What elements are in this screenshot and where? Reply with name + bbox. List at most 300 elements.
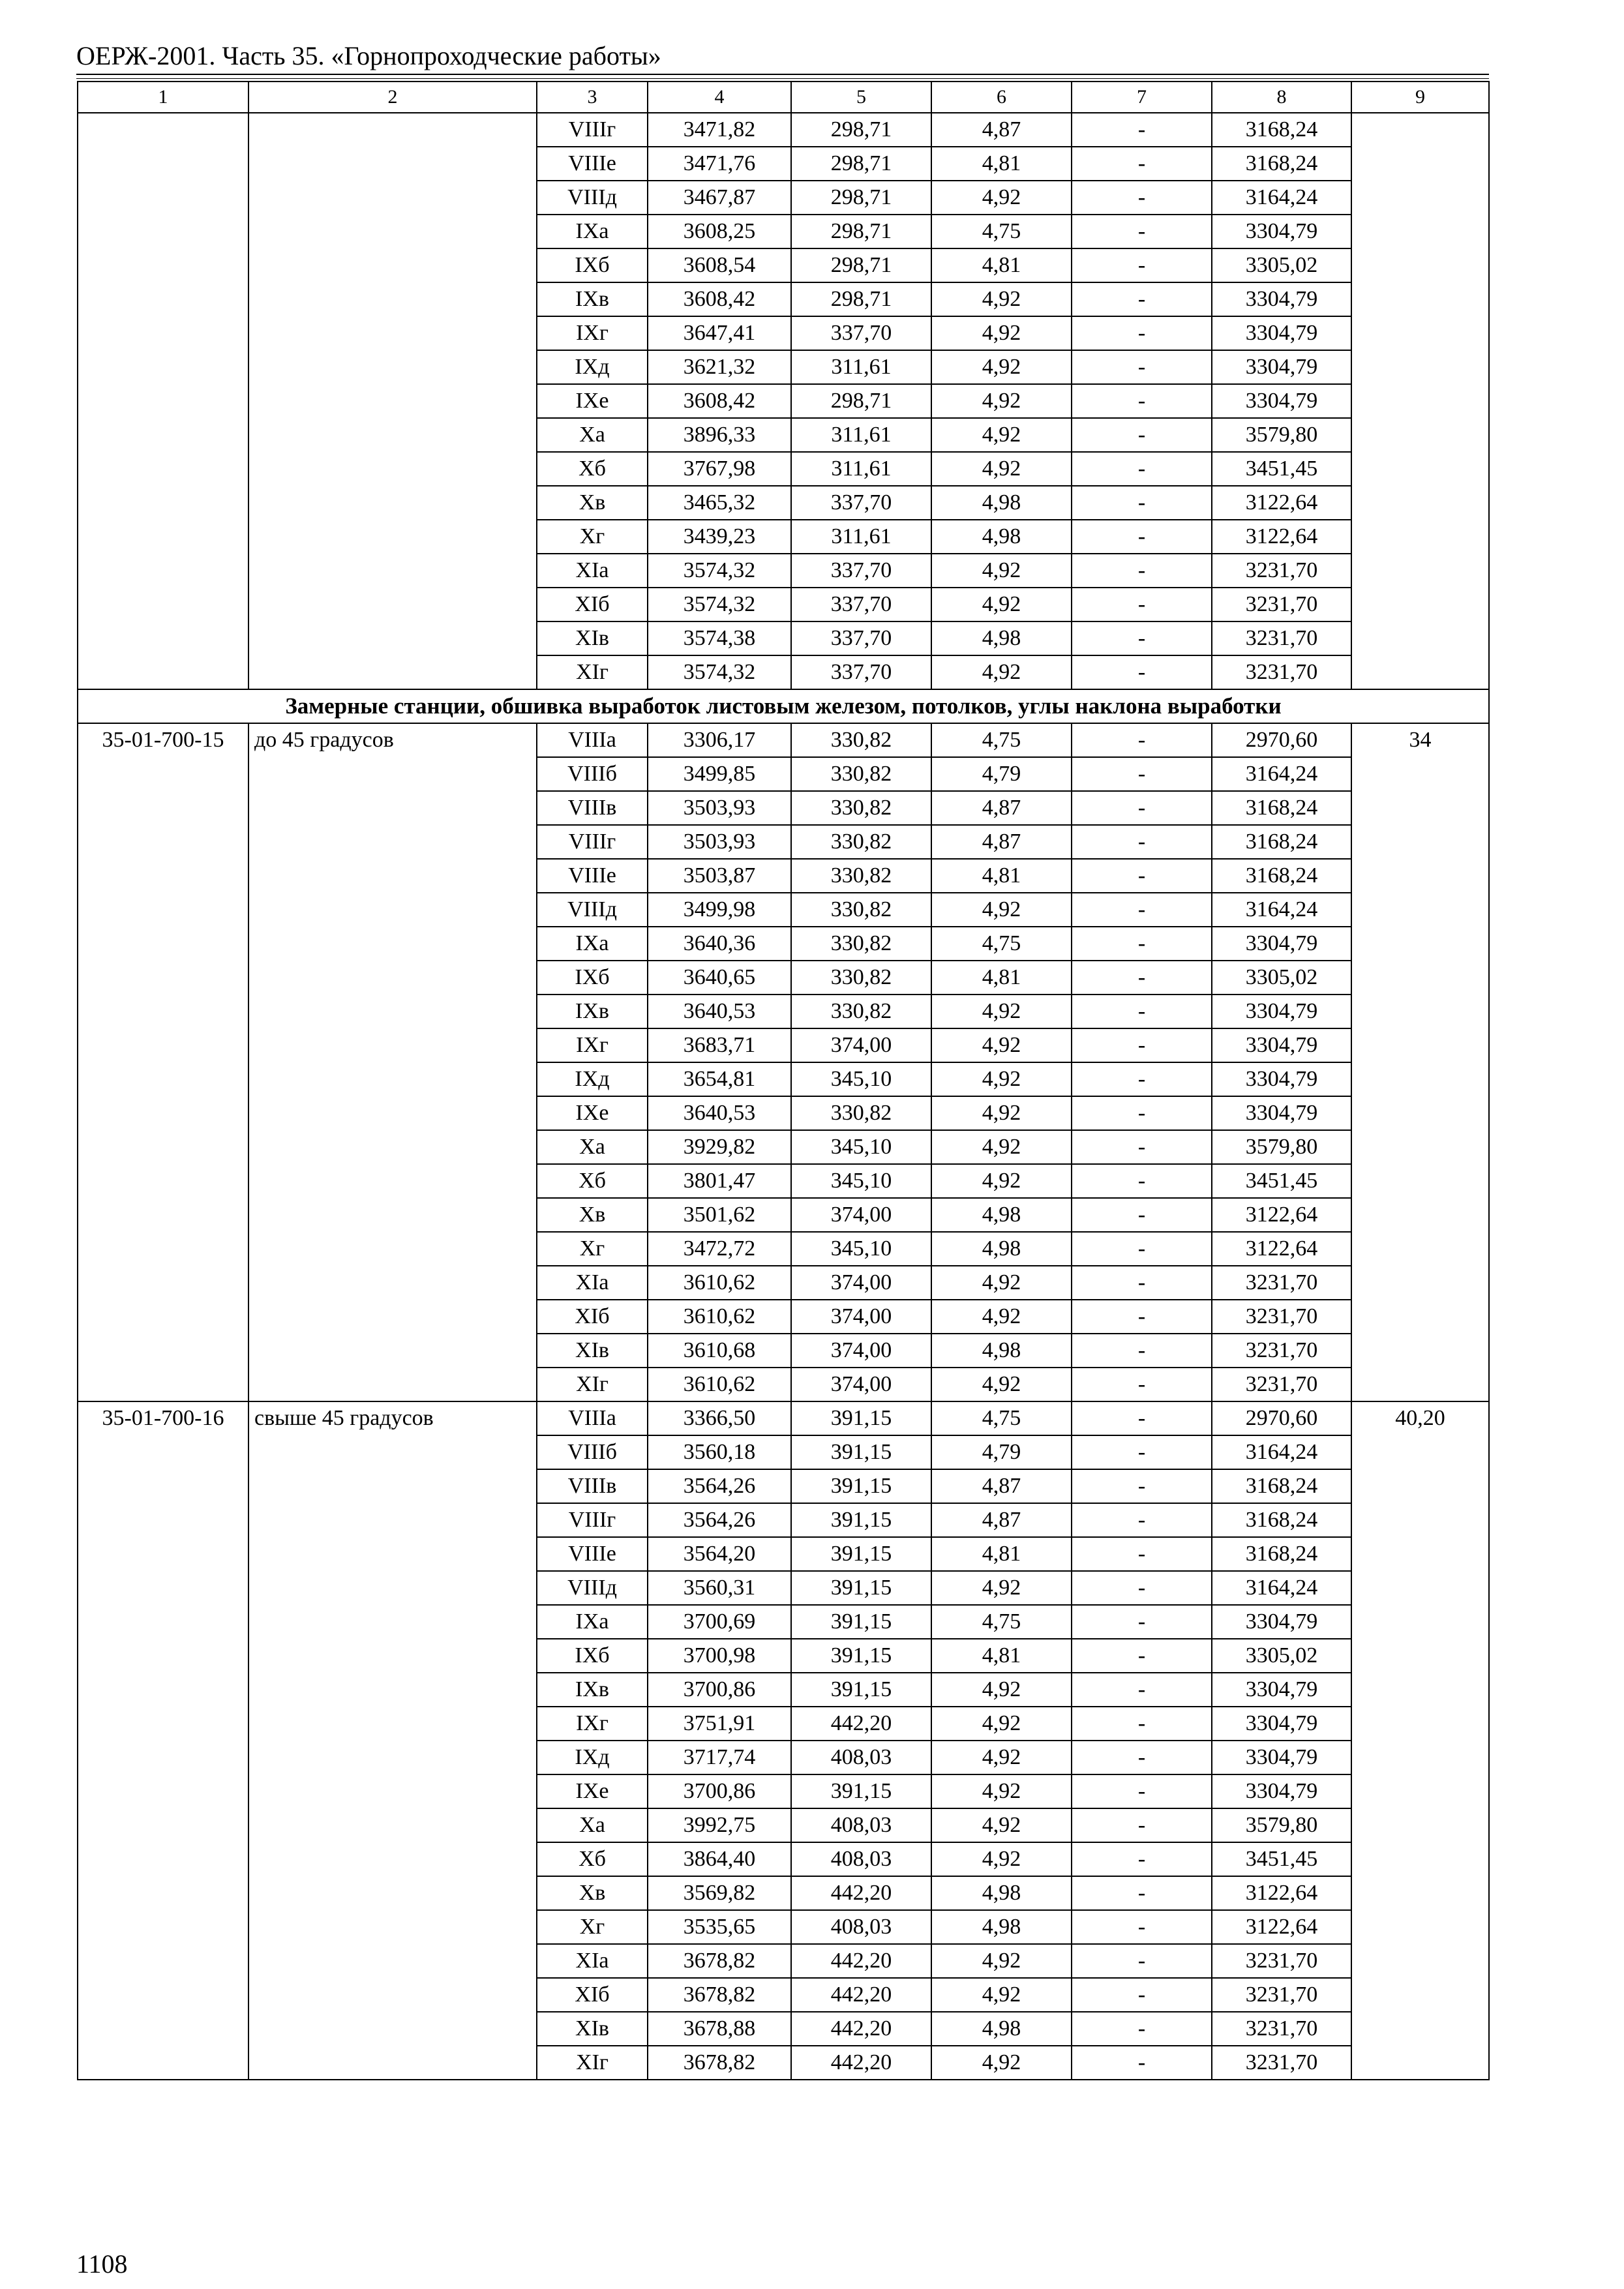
table-cell: 4,92 [931,554,1072,588]
table-cell: 391,15 [791,1537,931,1571]
table-cell: - [1072,1639,1212,1673]
table-cell: - [1072,995,1212,1028]
table-cell: - [1072,1910,1212,1944]
table-cell: 3535,65 [648,1910,791,1944]
table-cell: 3678,82 [648,1978,791,2012]
table-cell: 4,98 [931,1334,1072,1368]
table-cell: 374,00 [791,1266,931,1300]
table-cell: 3929,82 [648,1130,791,1164]
table-cell: 330,82 [791,961,931,995]
table-cell: 3472,72 [648,1232,791,1266]
table-cell: 3305,02 [1212,1639,1351,1673]
table-cell: 4,92 [931,181,1072,215]
table-cell: Xв [537,1876,648,1910]
table-cell: - [1072,316,1212,350]
table-cell: 3122,64 [1212,1876,1351,1910]
table-cell: VIIIг [537,113,648,147]
table-cell: 374,00 [791,1198,931,1232]
table-cell: - [1072,621,1212,655]
table-cell: 4,81 [931,248,1072,282]
table-cell: - [1072,859,1212,893]
table-cell: 3304,79 [1212,282,1351,316]
table-cell: 298,71 [791,147,931,181]
table-cell: Xг [537,520,648,554]
table-cell: - [1072,282,1212,316]
table-cell: Xа [537,1808,648,1842]
table-cell: 3501,62 [648,1198,791,1232]
table-cell: IXа [537,1605,648,1639]
table-cell: 4,92 [931,1571,1072,1605]
table-cell: 391,15 [791,1503,931,1537]
table-cell: IXг [537,316,648,350]
table-cell: 4,92 [931,384,1072,418]
table-cell: 3168,24 [1212,825,1351,859]
table-cell: 4,81 [931,859,1072,893]
table-cell: 3640,36 [648,927,791,961]
table-cell: 3574,32 [648,588,791,621]
table-cell: 345,10 [791,1164,931,1198]
table-cell: 3503,93 [648,825,791,859]
table-cell: 337,70 [791,588,931,621]
table-cell: 3717,74 [648,1741,791,1774]
table-cell: - [1072,1096,1212,1130]
table-cell: 3608,25 [648,215,791,248]
table-cell: Xа [537,418,648,452]
table-cell: 4,81 [931,147,1072,181]
table-cell: - [1072,1571,1212,1605]
table-cell: - [1072,1978,1212,2012]
table-cell: - [1072,1164,1212,1198]
section-title: Замерные станции, обшивка выработок листовым железом, потолков, углы наклона выработки [78,689,1489,723]
table-cell: 4,92 [931,350,1072,384]
column-number: 7 [1072,82,1212,113]
table-cell: 4,75 [931,215,1072,248]
table-cell: - [1072,655,1212,689]
table-cell: 3471,82 [648,113,791,147]
table-cell: 3864,40 [648,1842,791,1876]
table-cell: 3610,62 [648,1368,791,1401]
table-cell: - [1072,588,1212,621]
table-cell: - [1072,452,1212,486]
table-cell: 4,79 [931,757,1072,791]
table-cell: IXв [537,1673,648,1707]
code-cell-blank [78,113,248,689]
table-cell: Xб [537,1842,648,1876]
table-cell: 3992,75 [648,1808,791,1842]
table-cell: 337,70 [791,621,931,655]
table-cell: 3751,91 [648,1707,791,1741]
table-cell: 3451,45 [1212,452,1351,486]
column-number: 8 [1212,82,1351,113]
table-cell: 3579,80 [1212,1130,1351,1164]
table-cell: - [1072,723,1212,757]
table-cell: 311,61 [791,520,931,554]
column-number: 2 [248,82,537,113]
table-cell: 330,82 [791,1096,931,1130]
table-cell: - [1072,350,1212,384]
table-cell: 3122,64 [1212,1232,1351,1266]
table-cell: - [1072,2046,1212,2080]
table-cell: 4,92 [931,1368,1072,1401]
table-cell: 442,20 [791,1707,931,1741]
table-cell: 4,98 [931,621,1072,655]
table-cell: Xг [537,1232,648,1266]
page-number: 1108 [76,2249,128,2279]
column-number: 3 [537,82,648,113]
table-cell: - [1072,1062,1212,1096]
table-cell: 3700,98 [648,1639,791,1673]
table-cell: 4,92 [931,1707,1072,1741]
column-number-row [78,82,1489,113]
table-cell: 3647,41 [648,316,791,350]
table-cell: VIIIа [537,1401,648,1435]
table-cell: Xв [537,1198,648,1232]
table-cell: 391,15 [791,1639,931,1673]
header-rule-thin [76,78,1489,79]
table-cell: XIв [537,2012,648,2046]
table-cell: 4,92 [931,1300,1072,1334]
column-number: 4 [648,82,791,113]
table-cell: 374,00 [791,1300,931,1334]
table-cell: 4,87 [931,1503,1072,1537]
table-cell: 3122,64 [1212,1910,1351,1944]
table-cell: 3304,79 [1212,384,1351,418]
table-cell: 3678,88 [648,2012,791,2046]
table-cell: 408,03 [791,1842,931,1876]
table-cell: VIIIг [537,1503,648,1537]
table-cell: 4,92 [931,1673,1072,1707]
table-cell: XIб [537,1978,648,2012]
table-cell: 442,20 [791,1876,931,1910]
table-cell: 442,20 [791,1978,931,2012]
table-cell: 3700,69 [648,1605,791,1639]
table-cell: XIг [537,655,648,689]
table-cell: 2970,60 [1212,723,1351,757]
column-number: 1 [78,82,248,113]
table-cell: 4,92 [931,1266,1072,1300]
table-row [78,723,1489,757]
table-cell: 3231,70 [1212,655,1351,689]
table-cell: 3304,79 [1212,215,1351,248]
table-cell: 3304,79 [1212,995,1351,1028]
table-cell: 3231,70 [1212,588,1351,621]
table-cell: 3231,70 [1212,1978,1351,2012]
table-cell: 4,92 [931,418,1072,452]
name-cell-blank [248,113,537,689]
table-cell: - [1072,1503,1212,1537]
table-cell: 311,61 [791,452,931,486]
table-cell: IXг [537,1707,648,1741]
table-cell: 345,10 [791,1062,931,1096]
table-cell: - [1072,554,1212,588]
table-cell: 4,92 [931,995,1072,1028]
table-cell: 4,92 [931,1028,1072,1062]
table-cell: 298,71 [791,282,931,316]
table-cell: 3610,62 [648,1300,791,1334]
table-cell: 391,15 [791,1571,931,1605]
table-cell: 3678,82 [648,1944,791,1978]
table-cell: XIа [537,1266,648,1300]
table-cell: - [1072,1673,1212,1707]
table-cell: IXб [537,1639,648,1673]
table-cell: 4,92 [931,1842,1072,1876]
table-cell: XIа [537,554,648,588]
table-cell: - [1072,248,1212,282]
table-cell: IXв [537,282,648,316]
table-cell: 4,81 [931,961,1072,995]
table-cell: 4,98 [931,2012,1072,2046]
table-cell: VIIIа [537,723,648,757]
item-norm: 40,20 [1351,1401,1489,2080]
table-cell: 4,98 [931,1198,1072,1232]
table-cell: XIг [537,2046,648,2080]
table-cell: 4,81 [931,1639,1072,1673]
table-cell: - [1072,1334,1212,1368]
table-cell: Xг [537,1910,648,1944]
norm-cell-blank [1351,113,1489,689]
table-cell: 330,82 [791,893,931,927]
table-cell: 3640,53 [648,1096,791,1130]
table-cell: Xб [537,1164,648,1198]
table-cell: 3231,70 [1212,2046,1351,2080]
table-cell: VIIIе [537,147,648,181]
table-cell: - [1072,181,1212,215]
table-cell: 391,15 [791,1469,931,1503]
table-cell: 4,92 [931,1944,1072,1978]
table-cell: 3560,31 [648,1571,791,1605]
table-cell: - [1072,1741,1212,1774]
table-cell: - [1072,1198,1212,1232]
table-cell: 337,70 [791,554,931,588]
table-cell: 4,92 [931,452,1072,486]
table-cell: - [1072,147,1212,181]
table-cell: 4,98 [931,520,1072,554]
table-cell: - [1072,791,1212,825]
table-cell: 3304,79 [1212,1707,1351,1741]
table-cell: IXе [537,1774,648,1808]
table-cell: 330,82 [791,995,931,1028]
table-cell: 4,92 [931,2046,1072,2080]
table-cell: - [1072,1707,1212,1741]
table-cell: IXа [537,215,648,248]
table-cell: - [1072,1300,1212,1334]
table-cell: 4,75 [931,1401,1072,1435]
table-cell: 3700,86 [648,1774,791,1808]
table-cell: 3366,50 [648,1401,791,1435]
table-cell: 391,15 [791,1605,931,1639]
table-cell: VIIIе [537,1537,648,1571]
table-cell: 3608,42 [648,384,791,418]
table-cell: 4,92 [931,282,1072,316]
table-cell: 4,92 [931,316,1072,350]
table-cell: VIIIд [537,181,648,215]
table-cell: 3767,98 [648,452,791,486]
table-cell: - [1072,1266,1212,1300]
item-name: свыше 45 градусов [248,1401,537,2080]
table-cell: VIIIг [537,825,648,859]
table-cell: 3471,76 [648,147,791,181]
table-cell: 3304,79 [1212,1605,1351,1639]
table-cell: - [1072,1232,1212,1266]
table-cell: XIб [537,588,648,621]
table-cell: 408,03 [791,1808,931,1842]
table-cell: 4,75 [931,927,1072,961]
table-cell: 3896,33 [648,418,791,452]
table-cell: - [1072,384,1212,418]
table-cell: 3574,38 [648,621,791,655]
table-cell: 3122,64 [1212,520,1351,554]
table-cell: 3231,70 [1212,621,1351,655]
table-cell: 3608,54 [648,248,791,282]
table-cell: 442,20 [791,2012,931,2046]
table-cell: 3231,70 [1212,1266,1351,1300]
rates-table [77,81,1490,2080]
table-cell: 3439,23 [648,520,791,554]
table-cell: 337,70 [791,316,931,350]
table-cell: 3467,87 [648,181,791,215]
table-cell: 391,15 [791,1673,931,1707]
table-cell: 3579,80 [1212,418,1351,452]
table-cell: 442,20 [791,2046,931,2080]
table-cell: 3168,24 [1212,791,1351,825]
table-cell: - [1072,1774,1212,1808]
table-cell: 3503,87 [648,859,791,893]
table-cell: 4,75 [931,723,1072,757]
table-cell: 3304,79 [1212,1774,1351,1808]
table-cell: 3122,64 [1212,486,1351,520]
table-cell: VIIIд [537,893,648,927]
table-cell: 442,20 [791,1944,931,1978]
table-cell: 4,79 [931,1435,1072,1469]
table-cell: - [1072,757,1212,791]
table-cell: Xа [537,1130,648,1164]
table-cell: 3231,70 [1212,2012,1351,2046]
column-number: 6 [931,82,1072,113]
table-cell: 3610,62 [648,1266,791,1300]
table-cell: 3231,70 [1212,1334,1351,1368]
column-number: 9 [1351,82,1489,113]
table-cell: XIг [537,1368,648,1401]
table-cell: - [1072,1435,1212,1469]
table-cell: 4,92 [931,1062,1072,1096]
table-cell: - [1072,1469,1212,1503]
table-cell: 4,92 [931,1096,1072,1130]
table-cell: IXд [537,1062,648,1096]
table-cell: 3122,64 [1212,1198,1351,1232]
table-cell: 3304,79 [1212,1062,1351,1096]
table-cell: IXб [537,248,648,282]
table-cell: - [1072,825,1212,859]
table-cell: 3164,24 [1212,181,1351,215]
table-cell: XIб [537,1300,648,1334]
table-cell: IXа [537,927,648,961]
table-cell: 3610,68 [648,1334,791,1368]
table-cell: 3168,24 [1212,859,1351,893]
table-cell: 3564,26 [648,1469,791,1503]
table-cell: 3465,32 [648,486,791,520]
table-cell: 330,82 [791,791,931,825]
item-norm: 34 [1351,723,1489,1401]
table-cell: 3574,32 [648,655,791,689]
table-cell: 3608,42 [648,282,791,316]
table-cell: 3678,82 [648,2046,791,2080]
table-cell: 391,15 [791,1774,931,1808]
header-rule-thick [76,74,1489,75]
table-cell: 3231,70 [1212,554,1351,588]
table-cell: - [1072,418,1212,452]
table-cell: 3569,82 [648,1876,791,1910]
item-code: 35-01-700-16 [78,1401,248,2080]
table-cell: XIв [537,1334,648,1368]
table-cell: 311,61 [791,350,931,384]
table-cell: - [1072,1130,1212,1164]
table-cell: 374,00 [791,1368,931,1401]
table-cell: 3168,24 [1212,1469,1351,1503]
table-cell: - [1072,520,1212,554]
table-cell: 3621,32 [648,350,791,384]
table-cell: - [1072,486,1212,520]
table-cell: 3304,79 [1212,1673,1351,1707]
table-cell: VIIIд [537,1571,648,1605]
table-cell: 4,87 [931,825,1072,859]
table-cell: 3305,02 [1212,961,1351,995]
table-cell: 3304,79 [1212,316,1351,350]
table-cell: 4,87 [931,791,1072,825]
table-cell: 3304,79 [1212,1096,1351,1130]
table-cell: 330,82 [791,859,931,893]
table-row [78,113,1489,147]
table-cell: 298,71 [791,113,931,147]
table-cell: 3574,32 [648,554,791,588]
table-cell: IXе [537,1096,648,1130]
table-cell: IXд [537,350,648,384]
table-cell: 4,92 [931,1741,1072,1774]
table-cell: 3304,79 [1212,1028,1351,1062]
table-cell: IXд [537,1741,648,1774]
table-cell: 298,71 [791,181,931,215]
table-cell: - [1072,1842,1212,1876]
table-cell: 3164,24 [1212,893,1351,927]
table-cell: 408,03 [791,1741,931,1774]
table-cell: 2970,60 [1212,1401,1351,1435]
table-cell: 3700,86 [648,1673,791,1707]
table-cell: 298,71 [791,248,931,282]
table-cell: - [1072,1537,1212,1571]
table-cell: VIIIб [537,1435,648,1469]
table-cell: 330,82 [791,723,931,757]
table-cell: 3640,65 [648,961,791,995]
table-cell: 330,82 [791,757,931,791]
table-cell: 391,15 [791,1401,931,1435]
table-cell: 4,92 [931,893,1072,927]
table-cell: 3231,70 [1212,1300,1351,1334]
table-cell: 4,81 [931,1537,1072,1571]
table-cell: 3231,70 [1212,1944,1351,1978]
table-cell: VIIIб [537,757,648,791]
table-cell: 374,00 [791,1334,931,1368]
table-cell: - [1072,1876,1212,1910]
table-cell: 3304,79 [1212,1741,1351,1774]
table-cell: 345,10 [791,1130,931,1164]
table-cell: 3564,26 [648,1503,791,1537]
item-code: 35-01-700-15 [78,723,248,1401]
table-cell: 3801,47 [648,1164,791,1198]
rates-table-body [78,82,1489,2080]
table-cell: - [1072,1368,1212,1401]
table-cell: - [1072,1401,1212,1435]
item-name: до 45 градусов [248,723,537,1401]
table-cell: 4,75 [931,1605,1072,1639]
